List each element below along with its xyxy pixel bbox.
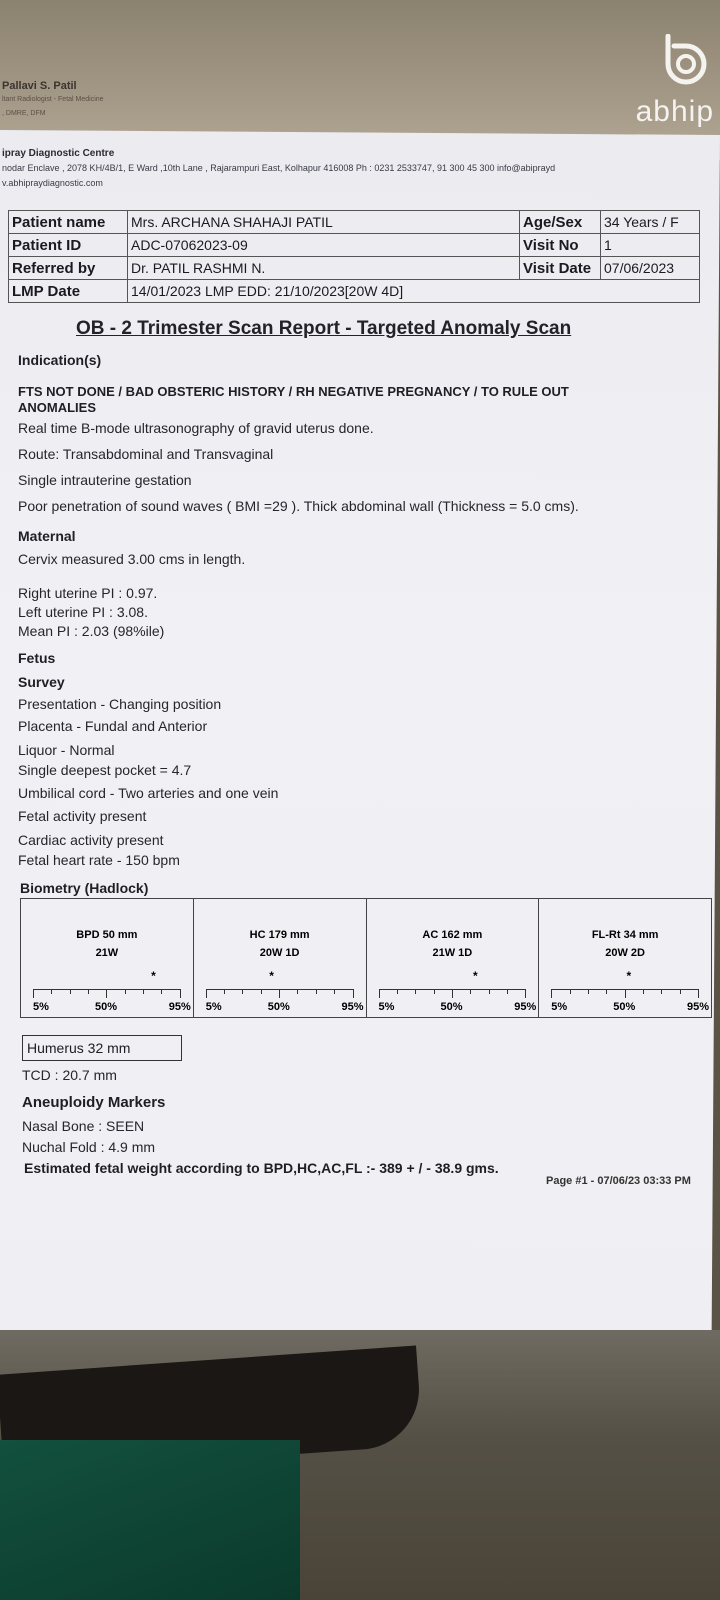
liquor-line: Liquor - Normal [18,742,115,758]
nuchal-fold-line: Nuchal Fold : 4.9 mm [22,1139,156,1155]
penetration-line: Poor penetration of sound waves ( BMI =29 ). Thick abdominal wall (Thickness = 5.0 cms). [18,498,579,514]
biometry-heading: Biometry (Hadlock) [20,880,149,896]
patient-details-table [8,210,700,303]
scale-tick [316,990,317,994]
percentile-scale [33,989,181,998]
patient-id-value: ADC-07062023-09 [128,234,520,257]
percentile-marker: * [473,969,478,983]
scale-label-50: 50% [440,1001,463,1013]
scale-tick [353,990,354,998]
survey-heading: Survey [18,674,65,690]
biometry-measure: HC 179 mm [249,929,310,941]
nasal-bone-line: Nasal Bone : SEEN [22,1118,145,1134]
scale-tick [51,990,52,994]
visit-date-label: Visit Date [520,257,601,280]
indication-line-2: ANOMALIES [18,400,96,415]
maternal-heading: Maternal [18,528,76,544]
scale-tick [180,990,181,998]
right-uterine-pi: Right uterine PI : 0.97. [18,585,158,601]
scale-tick [625,990,626,998]
presentation-line: Presentation - Changing position [18,696,222,712]
scale-tick [143,990,144,994]
mean-pi: Mean PI : 2.03 (98%ile) [18,623,165,639]
scale-tick [397,990,398,994]
scale-label-5: 5% [205,1001,222,1013]
visit-no-label: Visit No [520,234,601,257]
scale-tick [588,990,589,994]
patient-name-value: Mrs. ARCHANA SHAHAJI PATIL [128,211,520,234]
scale-label-50: 50% [95,1001,118,1013]
humerus-box: Humerus 32 mm [22,1035,182,1061]
scale-label-95: 95% [341,1001,364,1013]
scale-tick [551,990,552,998]
cardiac-activity-line: Cardiac activity present [18,832,164,848]
age-sex-label: Age/Sex [520,211,601,234]
biometry-cell-fl [539,899,711,1017]
centre-address: nodar Enclave , 2078 KH/4B/1, E Ward ,10th Lane , Rajarampuri East, Kolhapur 416008 Ph : 0231 2533747, 91 300 45 300 info@abiprayd [2,163,556,173]
biometry-measure: AC 162 mm [422,929,483,941]
scale-tick [680,990,681,994]
biometry-gestational-age: 21W [95,947,119,959]
fetal-activity-line: Fetal activity present [18,808,147,824]
visit-date-value: 07/06/2023 [601,257,700,280]
report-title: OB - 2 Trimester Scan Report - Targeted Anomaly Scan [76,318,572,339]
doctor-qualifications: , DMRE, DFM [2,110,46,117]
placenta-line: Placenta - Fundal and Anterior [18,718,208,734]
biometry-cell-bpd [21,899,194,1017]
scale-label-5: 5% [378,1001,395,1013]
percentile-marker: * [269,969,274,983]
scale-tick [261,990,262,994]
percentile-marker: * [151,969,156,983]
scale-tick [106,990,107,998]
scale-label-50: 50% [613,1001,636,1013]
scale-tick [70,990,71,994]
indication-heading: Indication(s) [18,352,102,368]
scale-label-95: 95% [686,1001,709,1013]
biometry-chart [20,898,712,1018]
referred-by-value: Dr. PATIL RASHMI N. [128,257,520,280]
scale-tick [661,990,662,994]
aneuploidy-heading: Aneuploidy Markers [22,1094,166,1111]
scale-tick [125,990,126,994]
scale-tick [415,990,416,994]
scale-tick [161,990,162,994]
patient-name-label: Patient name [9,211,128,234]
lmp-date-label: LMP Date [9,280,128,303]
percentile-marker: * [626,969,632,983]
biometry-gestational-age: 21W 1D [432,947,473,959]
brand-logo-text: abhip [635,95,714,128]
biometry-cell-hc [194,899,367,1017]
percentile-scale [551,989,699,998]
route-line: Route: Transabdominal and Transvaginal [18,446,274,462]
age-sex-value: 34 Years / F [601,211,700,234]
scale-label-95: 95% [514,1001,537,1013]
single-gestation-line: Single intrauterine gestation [18,472,192,488]
scale-tick [434,990,435,994]
centre-website: v.abhipraydiagnostic.com [2,178,103,188]
doctor-title: ltant Radiologist - Fetal Medicine [2,96,104,103]
scale-label-50: 50% [267,1001,290,1013]
tcd-line: TCD : 20.7 mm [22,1067,117,1083]
fetal-heart-rate-line: Fetal heart rate - 150 bpm [18,852,180,868]
left-uterine-pi: Left uterine PI : 3.08. [18,604,148,620]
abhipray-logo-icon [660,34,710,90]
green-cloth [0,1440,300,1600]
page-number: Page #1 - 07/06/23 03:33 PM [546,1175,691,1187]
scale-tick [507,990,508,994]
indication-line-1: FTS NOT DONE / BAD OBSTERIC HISTORY / RH NEGATIVE PREGNANCY / TO RULE OUT [18,384,569,399]
scale-label-5: 5% [33,1001,49,1013]
umbilical-cord-line: Umbilical cord - Two arteries and one vein [18,785,279,801]
biometry-gestational-age: 20W 2D [605,947,645,959]
scale-tick [452,990,453,998]
scale-tick [643,990,644,994]
scale-tick [279,990,280,998]
fetus-heading: Fetus [18,650,56,666]
scale-tick [606,990,607,994]
biometry-measure: FL-Rt 34 mm [591,929,659,941]
patient-id-label: Patient ID [9,234,128,257]
scale-tick [334,990,335,994]
scale-tick [242,990,243,994]
deepest-pocket-line: Single deepest pocket = 4.7 [18,762,192,778]
scale-tick [88,990,89,994]
biometry-measure: BPD 50 mm [76,929,138,941]
scale-tick [206,990,207,998]
scale-tick [570,990,571,994]
scale-tick [489,990,490,994]
lmp-date-value: 14/01/2023 LMP EDD: 21/10/2023[20W 4D] [128,280,700,303]
referred-by-label: Referred by [9,257,128,280]
realtime-line: Real time B-mode ultrasonography of gravid uterus done. [18,420,374,436]
scale-label-95: 95% [168,1001,191,1013]
centre-name: ipray Diagnostic Centre [2,148,115,159]
visit-no-value: 1 [601,234,700,257]
scale-tick [470,990,471,994]
scale-tick [698,990,699,998]
scale-tick [297,990,298,994]
estimated-fetal-weight: Estimated fetal weight according to BPD,HC,AC,FL :- 389 + / - 38.9 gms. [24,1160,499,1176]
scale-tick [33,990,34,998]
scale-label-5: 5% [551,1001,568,1013]
cervix-line: Cervix measured 3.00 cms in length. [18,551,246,567]
doctor-name: Pallavi S. Patil [2,80,77,92]
percentile-scale [379,989,527,998]
scale-tick [525,990,526,998]
scale-tick [379,990,380,998]
scale-tick [224,990,225,994]
percentile-scale [206,989,354,998]
biometry-gestational-age: 20W 1D [259,947,300,959]
biometry-cell-ac [367,899,540,1017]
